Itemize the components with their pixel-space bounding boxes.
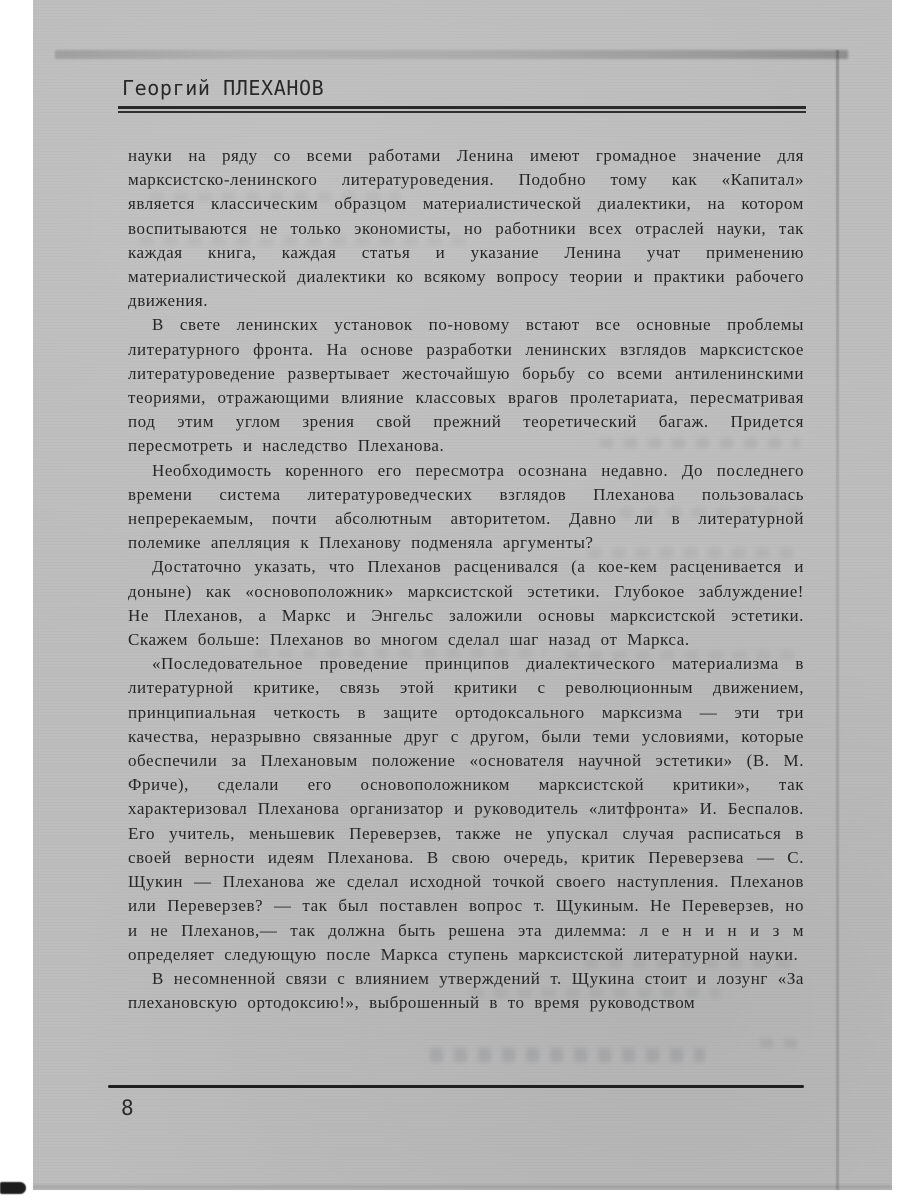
page-edge-shadow-bottom	[33, 1185, 892, 1189]
paragraph: В свете ленинских установок по-новому встают все основные проблемы литературного фронта. На основе разработки ленинских взглядов марксистское литературоведение развертывает жесточайшую борьбу со всеми антиленинскими теориями, отражающими влияние классовых врагов пролетариата, пересматривая под этим углом зрения свой прежний теоретический багаж. Придется пересмотреть и наследство Плеханова.	[128, 315, 804, 456]
paragraph: науки на ряду со всеми работами Ленина имеют громадное значение для марксистско-ленинского литературоведения. Подобно тому как «Капитал» является классическим образцом материалистической диалектики, на котором воспитываются не только экономисты, но работники всех отраслей науки, так каждая книга, каждая статья и указание Ленина учат применению материалистической диалектики ко всякому вопросу теории и практики рабочего движения.	[128, 146, 804, 311]
header-rule	[118, 106, 806, 113]
scan-corner-mark	[0, 1182, 26, 1194]
body-text	[128, 144, 804, 1015]
author-running-head: Георгий ПЛЕХАНОВ	[122, 76, 325, 100]
footer-rule	[108, 1085, 804, 1088]
paragraph: В несомненной связи с влиянием утверждений т. Щукина стоит и лозунг «За плехановскую ортодоксию!», выброшенный в то время руководством	[128, 968, 804, 1013]
page-number: 8	[121, 1096, 134, 1120]
page-edge-shadow-top	[55, 50, 848, 59]
paragraph: «Последовательное проведение принципов диалектического материализма в литературной критике, связь этой критики с революционным движением, принципиальная четкость в защите ортодоксального марксизма — эти три качества, неразрывно связанные друг с другом, были теми условиями, которые обеспечили за Плехановым положение «основателя научной эстетики» (В. М. Фриче), сделали его основоположником марксистской критики», так характеризовал Плеханова организатор и руководитель «литфронта» И. Беспалов. Его учитель, меньшевик Переверзев, также не упускал случая расписаться в своей верности идеям Плеханова. В свою очередь, критик Переверзева — С. Щукин — Плеханова же сделал исходной точкой своего наступления. Плеханов или Переверзев? — так был поставлен вопрос т. Щукиным. Не Переверзев, но и не Плеханов,— так должна быть решена эта дилемма: л е н и н и з м определяет следующую после Маркса ступень марксистской литературной науки.	[128, 654, 804, 964]
paragraph: Достаточно указать, что Плеханов расценивался (а кое-кем расценивается и доныне) как «основоположник» марксистской эстетики. Глубокое заблуждение! Не Плеханов, а Маркс и Энгельс заложили основы марксистской эстетики. Скажем больше: Плеханов во многом сделал шаг назад от Маркса.	[128, 557, 804, 650]
paragraph: Необходимость коренного его пересмотра осознана недавно. До последнего времени система литературоведческих взглядов Плеханова пользовалась непререкаемым, почти абсолютным авторитетом. Давно ли в литературной полемике апелляция к Плеханову подменяла аргументы?	[128, 460, 804, 553]
page-edge-shadow-right	[836, 50, 839, 1190]
